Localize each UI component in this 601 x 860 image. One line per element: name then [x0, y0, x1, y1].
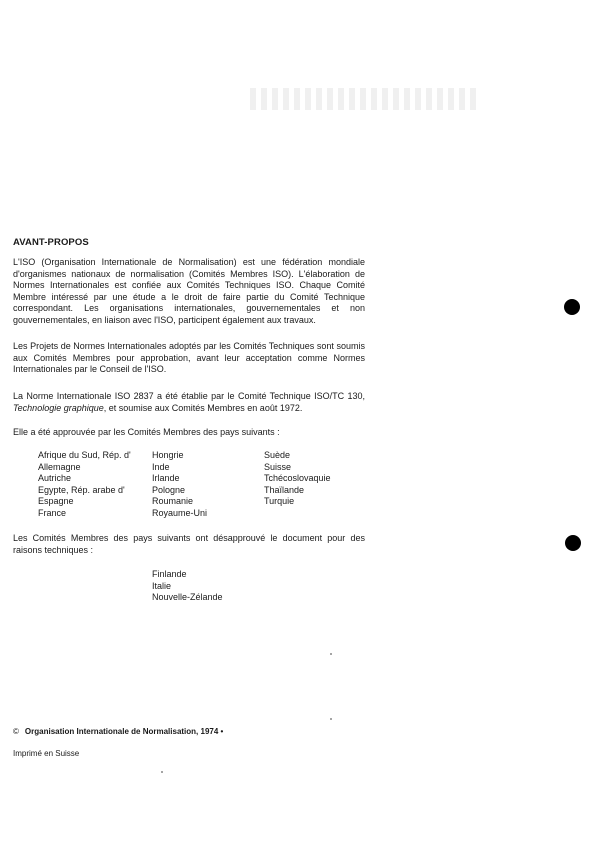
country-item: Roumanie	[152, 496, 194, 507]
binder-hole-icon	[565, 535, 581, 551]
country-item: Suisse	[264, 461, 292, 472]
country-item: Royaume-Uni	[152, 507, 208, 518]
copyright-text: Organisation Internationale de Normalisation, 1974 •	[24, 727, 224, 736]
scan-speck	[330, 718, 332, 720]
country-item: Egypte, Rép. arabe d'	[38, 484, 125, 495]
country-item: Irlande	[152, 473, 180, 484]
country-item: Pologne	[152, 484, 186, 495]
country-item: Nouvelle-Zélande	[152, 592, 223, 603]
disapproved-countries-list	[152, 569, 223, 604]
country-item: Autriche	[38, 473, 72, 484]
binder-hole-icon	[564, 299, 580, 315]
printed-in-notice: Imprimé en Suisse	[13, 749, 80, 758]
faded-background-text	[250, 88, 480, 110]
country-item: Suède	[264, 450, 291, 460]
country-item: France	[38, 507, 67, 518]
country-item: Italie	[152, 580, 172, 591]
country-item: Espagne	[38, 496, 74, 507]
approved-countries-column-2	[152, 450, 207, 520]
standard-text-before: La Norme Internationale ISO 2837 a été établie par le Comité Technique ISO/TC 130,	[13, 391, 365, 401]
standard-text-after: , et soumise aux Comités Membres en août 1972.	[103, 402, 303, 413]
copyright-notice	[13, 727, 223, 736]
projects-paragraph: Les Projets de Normes Internationales adoptés par les Comités Techniques sont soumis aux Comités Membres pour approbation, avant leur acceptation comme Normes Internationales par le Conseil de l'ISO.	[13, 341, 365, 375]
country-item: Afrique du Sud, Rép. d'	[38, 450, 131, 460]
country-item: Allemagne	[38, 461, 81, 472]
standard-paragraph	[13, 391, 365, 414]
approved-countries-column-3	[264, 450, 331, 508]
country-item: Turquie	[264, 496, 295, 507]
intro-paragraph: L'ISO (Organisation Internationale de Normalisation) est une fédération mondiale d'organismes nationaux de normalisation (Comités Membres ISO). L'élaboration de Normes Internationales est confiée aux Comités Techniques ISO. Chaque Comité Membre intéressé par une étude a le droit de faire partie du Comité Technique correspondant. Les organisations internationales, gouvernementales et non gouvernementales, en liaison avec l'ISO, participent également aux travaux.	[13, 257, 365, 325]
country-item: Tchécoslovaquie	[264, 473, 331, 484]
scan-speck	[161, 771, 163, 773]
country-item: Finlande	[152, 569, 187, 579]
scan-speck	[330, 653, 332, 655]
standard-committee-title: Technologie graphique	[13, 402, 104, 413]
approved-countries-column-1	[38, 450, 131, 520]
section-heading: AVANT-PROPOS	[13, 237, 89, 248]
country-item: Thaïlande	[264, 484, 305, 495]
approved-intro: Elle a été approuvée par les Comités Membres des pays suivants :	[13, 427, 280, 437]
copyright-symbol: ©	[13, 727, 19, 736]
country-item: Inde	[152, 461, 170, 472]
country-item: Hongrie	[152, 450, 184, 460]
disapproved-intro: Les Comités Membres des pays suivants ont désapprouvé le document pour des raisons techniques :	[13, 533, 365, 555]
